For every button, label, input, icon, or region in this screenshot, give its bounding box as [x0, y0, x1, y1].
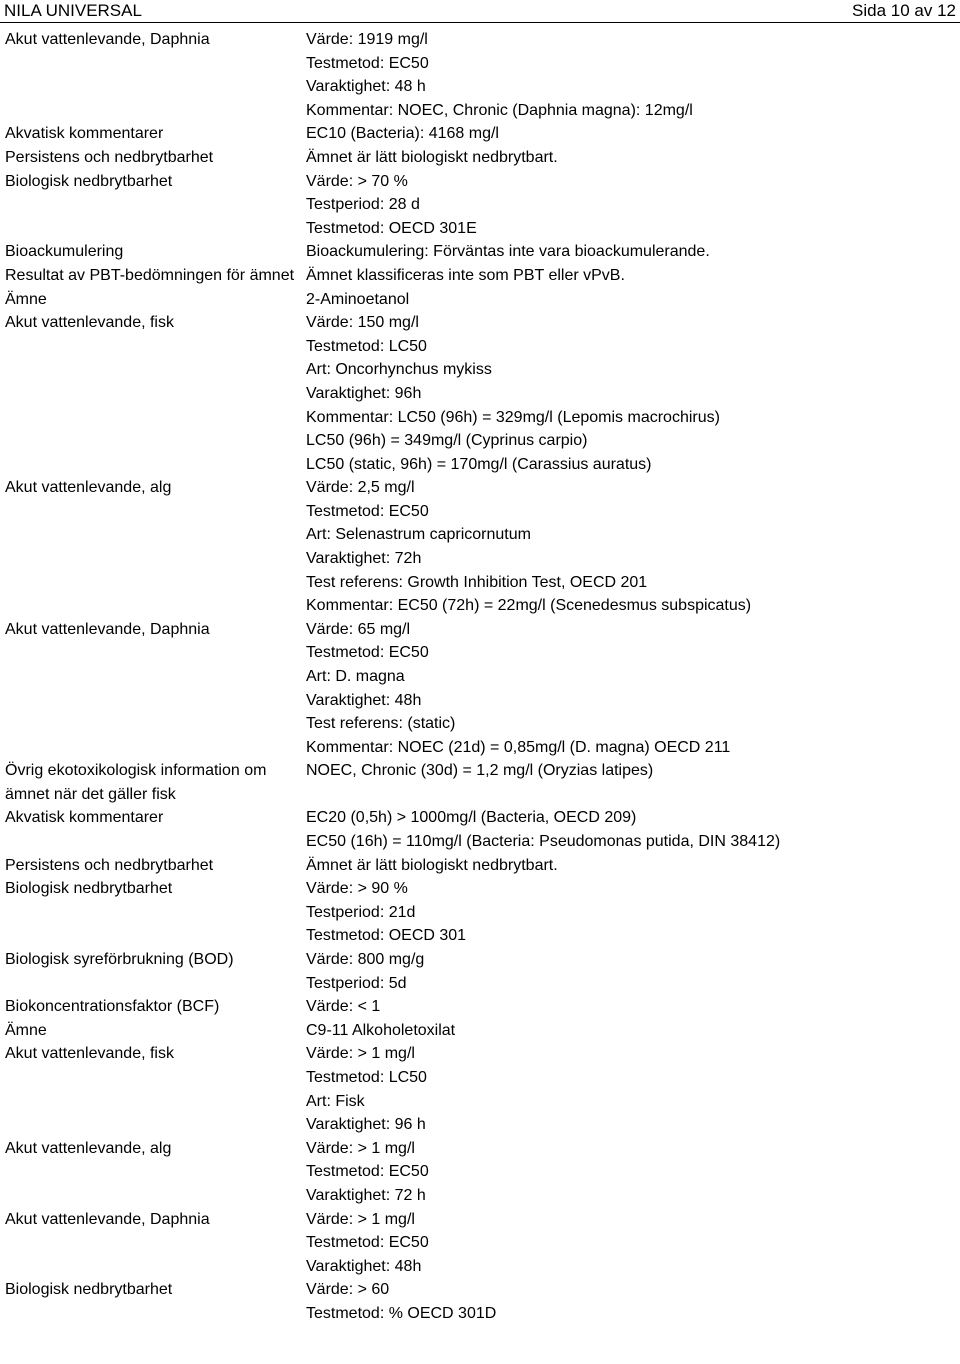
property-value: Värde: 65 mg/l — [306, 620, 411, 638]
property-list — [0, 28, 960, 1325]
property-values — [306, 122, 956, 146]
property-row — [0, 995, 960, 1019]
property-value: Ämnet är lätt biologiskt nedbrytbart. — [306, 856, 558, 874]
property-values — [306, 28, 956, 122]
property-values — [306, 806, 956, 853]
property-values — [306, 995, 956, 1019]
property-value: Testperiod: 21d — [306, 903, 416, 921]
property-value: Varaktighet: 72h — [306, 550, 422, 568]
property-value: Testmetod: % OECD 301D — [306, 1304, 497, 1322]
property-row — [0, 476, 960, 618]
property-values — [306, 240, 956, 264]
property-values — [306, 1278, 956, 1325]
property-value: Värde: > 1 mg/l — [306, 1210, 415, 1228]
property-values — [306, 1019, 956, 1043]
property-label: Biokoncentrationsfaktor (BCF) — [5, 998, 220, 1016]
property-value: Testmetod: OECD 301E — [306, 219, 477, 237]
property-label: Akut vattenlevande, fisk — [5, 1045, 174, 1063]
property-row — [0, 759, 960, 806]
property-value: Varaktighet: 48h — [306, 1257, 422, 1275]
property-values — [306, 264, 956, 288]
property-value: Varaktighet: 96h — [306, 384, 422, 402]
property-value: Ämnet klassificeras inte som PBT eller vPvB. — [306, 266, 625, 284]
property-label: Biologisk nedbrytbarhet — [5, 1281, 173, 1299]
property-label: Biologisk syreförbrukning (BOD) — [5, 950, 234, 968]
property-label: Akut vattenlevande, Daphnia — [5, 31, 210, 48]
property-value: Testmetod: LC50 — [306, 1068, 427, 1086]
page-number: Sida 10 av 12 — [852, 1, 956, 20]
property-row — [0, 806, 960, 853]
property-row — [0, 288, 960, 312]
property-label: Akvatisk kommentarer — [5, 809, 164, 827]
property-values — [306, 1042, 956, 1136]
property-value: Värde: > 70 % — [306, 172, 408, 190]
property-values — [306, 877, 956, 948]
property-label: Biologisk nedbrytbarhet — [5, 880, 173, 898]
property-value: Kommentar: LC50 (96h) = 329mg/l (Lepomis macrochirus) — [306, 408, 720, 426]
property-row — [0, 948, 960, 995]
property-label: Ämne — [5, 290, 47, 308]
property-values — [306, 618, 956, 760]
property-value: Testperiod: 5d — [306, 974, 407, 992]
property-values — [306, 288, 956, 312]
page-header — [0, 0, 960, 23]
property-values — [306, 476, 956, 618]
property-label: Akut vattenlevande, Daphnia — [5, 620, 210, 638]
property-row — [0, 1208, 960, 1279]
property-value: Varaktighet: 48h — [306, 691, 422, 709]
property-row — [0, 240, 960, 264]
property-value: Värde: 1919 mg/l — [306, 31, 428, 48]
property-value: EC50 (16h) = 110mg/l (Bacteria: Pseudomonas putida, DIN 38412) — [306, 833, 781, 850]
property-values — [306, 759, 956, 806]
property-label: Resultat av PBT-bedömningen för ämnet — [5, 266, 295, 284]
property-value: Art: Selenastrum capricornutum — [306, 526, 531, 544]
property-label: Övrig ekotoxikologisk information om ämnet när det gäller fisk — [5, 762, 267, 803]
property-row — [0, 1278, 960, 1325]
property-values — [306, 146, 956, 170]
property-value: Testmetod: EC50 — [306, 502, 429, 520]
property-value: Test referens: (static) — [306, 715, 456, 733]
property-label: Biologisk nedbrytbarhet — [5, 172, 173, 190]
property-row — [0, 122, 960, 146]
property-value: Kommentar: NOEC, Chronic (Daphnia magna): 12mg/l — [306, 101, 693, 119]
property-row — [0, 170, 960, 241]
property-label: Ämne — [5, 1021, 47, 1039]
property-value: Testmetod: EC50 — [306, 1163, 429, 1181]
property-row — [0, 1137, 960, 1208]
property-value: Varaktighet: 72 h — [306, 1186, 426, 1204]
property-value: Värde: > 1 mg/l — [306, 1139, 415, 1157]
property-value: 2-Aminoetanol — [306, 290, 410, 308]
property-row — [0, 854, 960, 878]
property-label: Akvatisk kommentarer — [5, 125, 164, 143]
property-row — [0, 28, 960, 122]
property-value: Kommentar: NOEC (21d) = 0,85mg/l (D. magna) OECD 211 — [306, 738, 731, 756]
property-value: Test referens: Growth Inhibition Test, OECD 201 — [306, 573, 648, 591]
property-value: Värde: > 1 mg/l — [306, 1045, 415, 1063]
property-label: Persistens och nedbrytbarhet — [5, 148, 214, 166]
property-row — [0, 1019, 960, 1043]
property-row — [0, 1042, 960, 1136]
property-value: C9-11 Alkoholetoxilat — [306, 1021, 456, 1039]
property-label: Akut vattenlevande, alg — [5, 479, 172, 497]
property-row — [0, 264, 960, 288]
property-value: Värde: 150 mg/l — [306, 314, 419, 332]
property-value: Värde: > 90 % — [306, 880, 408, 898]
property-label: Akut vattenlevande, Daphnia — [5, 1210, 210, 1228]
property-value: Testmetod: OECD 301 — [306, 927, 467, 945]
property-label: Bioackumulering — [5, 243, 124, 261]
company-name: NILA UNIVERSAL — [4, 1, 142, 20]
property-row — [0, 311, 960, 476]
property-values — [306, 311, 956, 476]
property-value: Kommentar: EC50 (72h) = 22mg/l (Scenedesmus subspicatus) — [306, 597, 752, 615]
property-value: Värde: > 60 — [306, 1281, 390, 1299]
property-value: NOEC, Chronic (30d) = 1,2 mg/l (Oryzias latipes) — [306, 762, 654, 780]
property-value: Art: D. magna — [306, 668, 405, 686]
property-value: Testmetod: LC50 — [306, 337, 427, 355]
property-label: Persistens och nedbrytbarhet — [5, 856, 214, 874]
property-values — [306, 1208, 956, 1279]
property-value: Testmetod: EC50 — [306, 54, 429, 72]
property-label: Akut vattenlevande, fisk — [5, 314, 174, 332]
property-value: Testmetod: EC50 — [306, 644, 429, 662]
property-value: EC20 (0,5h) > 1000mg/l (Bacteria, OECD 209) — [306, 809, 637, 827]
property-row — [0, 146, 960, 170]
property-value: LC50 (static, 96h) = 170mg/l (Carassius auratus) — [306, 455, 652, 473]
property-values — [306, 170, 956, 241]
property-value: Testperiod: 28 d — [306, 196, 420, 214]
property-value: Art: Fisk — [306, 1092, 365, 1110]
property-value: Varaktighet: 96 h — [306, 1116, 426, 1134]
property-value: Varaktighet: 48 h — [306, 78, 426, 96]
property-row — [0, 618, 960, 760]
property-value: LC50 (96h) = 349mg/l (Cyprinus carpio) — [306, 432, 588, 450]
property-values — [306, 854, 956, 878]
property-values — [306, 948, 956, 995]
property-value: Testmetod: EC50 — [306, 1234, 429, 1252]
property-value: Värde: 2,5 mg/l — [306, 479, 415, 497]
property-value: EC10 (Bacteria): 4168 mg/l — [306, 125, 499, 143]
property-value: Värde: < 1 — [306, 998, 381, 1016]
property-row — [0, 877, 960, 948]
property-label: Akut vattenlevande, alg — [5, 1139, 172, 1157]
property-value: Värde: 800 mg/g — [306, 950, 425, 968]
property-values — [306, 1137, 956, 1208]
property-value: Ämnet är lätt biologiskt nedbrytbart. — [306, 148, 558, 166]
property-value: Art: Oncorhynchus mykiss — [306, 361, 492, 379]
property-value: Bioackumulering: Förväntas inte vara bioackumulerande. — [306, 243, 710, 261]
